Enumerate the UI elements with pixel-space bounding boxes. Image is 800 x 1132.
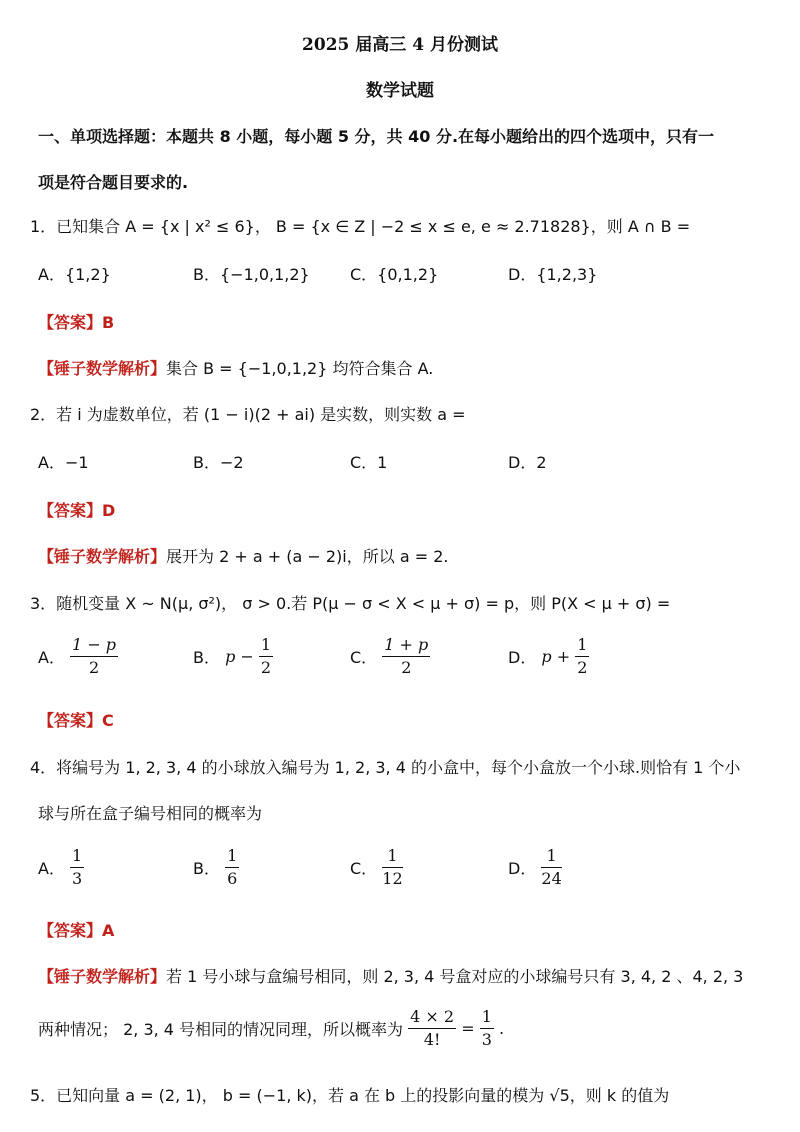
q3-option-d-label: D．: [508, 648, 537, 667]
q3-option-a-num: 1 − p: [70, 634, 118, 657]
q2-analysis-text: 展开为 2 + a + (a − 2)i，所以 a = 2.: [166, 547, 449, 566]
q3-option-b-den: 2: [260, 658, 272, 677]
q4-option-d-label: D．: [508, 859, 537, 878]
q4-option-c-den: 12: [382, 869, 403, 888]
q4-analysis-equals: =: [461, 1019, 475, 1038]
q3-option-b-num: 1: [259, 634, 273, 657]
q3-option-c-num: 1 + p: [382, 634, 430, 657]
q3-option-d: [508, 634, 589, 679]
q3-option-c: [350, 634, 430, 679]
q1-answer: 【答案】B: [38, 313, 115, 332]
q5-stem: 5．已知向量 a = (2, 1)， b = (−1, k)，若 a 在 b 上的投影向量的模为 √5，则 k 的值为: [30, 1086, 670, 1105]
q3-option-d-den: 2: [577, 658, 588, 677]
q4-frac2-den: 3: [481, 1030, 492, 1049]
exam-title: 2025 届高三 4 月份测试: [302, 35, 498, 55]
q4-option-b-den: 6: [227, 869, 238, 888]
q4-option-d-den: 24: [541, 869, 562, 888]
q3-option-d-pre: p +: [541, 647, 571, 666]
q4-analysis-fraction-1: [408, 1006, 456, 1051]
q3-option-b-fraction: [259, 634, 273, 679]
q4-option-d: [508, 845, 562, 890]
q3-answer: 【答案】C: [38, 711, 114, 730]
q2-stem: 2．若 i 为虚数单位，若 (1 − i)(2 + ai) 是实数，则实数 a =: [30, 405, 466, 424]
q1-stem: 1．已知集合 A = {x | x² ≤ 6}， B = {x ∈ Z | −2 ≤ x ≤ e, e ≈ 2.71828}，则 A ∩ B =: [30, 217, 691, 236]
section-instruction-line2: 项是符合题目要求的.: [38, 173, 189, 192]
q1-analysis-tag: 【锤子数学解析】: [38, 359, 167, 378]
q4-analysis-tag: 【锤子数学解析】: [38, 967, 167, 986]
q4-analysis-end: .: [498, 1019, 505, 1038]
q4-option-a-fraction: [70, 845, 84, 890]
q4-analysis-line1: [38, 964, 743, 987]
q4-answer: 【答案】A: [38, 921, 115, 940]
q4-analysis-text-line1: 若 1 号小球与盒编号相同，则 2, 3, 4 号盒对应的小球编号只有 3, 4, 2 、4, 2, 3: [166, 967, 744, 986]
q3-option-a-den: 2: [88, 658, 100, 677]
q4-option-c-num: 1: [382, 845, 402, 868]
section-instruction-line1: 一、单项选择题：本题共 8 小题，每小题 5 分，共 40 分.在每小题给出的四个选项中，只有一: [38, 127, 715, 146]
q4-option-b-label: B．: [193, 859, 220, 878]
q2-option-d: D．2: [508, 453, 547, 472]
q2-analysis: [38, 544, 448, 567]
q4-option-c-label: C．: [350, 859, 378, 878]
q4-analysis-fraction-2: [480, 1006, 494, 1051]
q3-option-c-den: 2: [401, 658, 412, 677]
q3-option-a: [38, 634, 118, 679]
q3-option-b: [193, 634, 273, 679]
q4-option-a-num: 1: [70, 845, 84, 868]
exam-subtitle: 数学试题: [366, 81, 434, 101]
q3-option-c-fraction: [382, 634, 430, 679]
q3-option-b-pre: p −: [225, 647, 254, 666]
q3-option-d-fraction: [575, 634, 589, 679]
q1-analysis-text: 集合 B = {−1,0,1,2} 均符合集合 A.: [166, 359, 434, 378]
q3-option-b-label: B．: [193, 648, 220, 667]
q4-option-a-label: A．: [38, 859, 65, 878]
q4-option-d-fraction: [541, 845, 561, 890]
q1-option-b: B．{−1,0,1,2}: [193, 265, 310, 284]
q4-frac1-den: 4!: [423, 1030, 441, 1049]
q1-option-d: D．{1,2,3}: [508, 265, 598, 284]
q2-option-b: B．−2: [193, 453, 244, 472]
q4-analysis-line2: [38, 1006, 504, 1051]
q3-option-a-label: A．: [38, 648, 65, 667]
q4-option-b-fraction: [225, 845, 239, 890]
q4-stem-line1: 4．将编号为 1, 2, 3, 4 的小球放入编号为 1, 2, 3, 4 的小盒中，每个小盒放一个小球.则恰有 1 个小: [30, 758, 741, 777]
q4-analysis-text-line2: 两种情况； 2, 3, 4 号相同的情况同理，所以概率为: [38, 1020, 404, 1039]
q1-analysis: [38, 356, 433, 379]
q4-frac2-num: 1: [480, 1006, 494, 1029]
q1-option-a: A．{1,2}: [38, 265, 111, 284]
q3-option-a-fraction: [70, 634, 118, 679]
q1-option-c: C．{0,1,2}: [350, 265, 439, 284]
q4-frac1-num: 4 × 2: [408, 1006, 456, 1029]
q3-stem: 3．随机变量 X ~ N(μ, σ²)， σ > 0.若 P(μ − σ < X < μ + σ) = p，则 P(X < μ + σ) =: [30, 594, 671, 613]
q4-option-c: [350, 845, 403, 890]
q4-option-d-num: 1: [541, 845, 561, 868]
q4-option-b-num: 1: [225, 845, 239, 868]
q4-option-a: [38, 845, 84, 890]
q4-option-b: [193, 845, 239, 890]
q3-option-d-num: 1: [575, 634, 589, 657]
q4-stem-line2: 球与所在盒子编号相同的概率为: [38, 804, 263, 823]
q2-answer: 【答案】D: [38, 501, 116, 520]
q4-option-a-den: 3: [72, 869, 83, 888]
q4-option-c-fraction: [382, 845, 402, 890]
q2-option-a: A．−1: [38, 453, 89, 472]
q2-analysis-tag: 【锤子数学解析】: [38, 547, 167, 566]
q2-option-c: C．1: [350, 453, 388, 472]
q3-option-c-label: C．: [350, 648, 378, 667]
